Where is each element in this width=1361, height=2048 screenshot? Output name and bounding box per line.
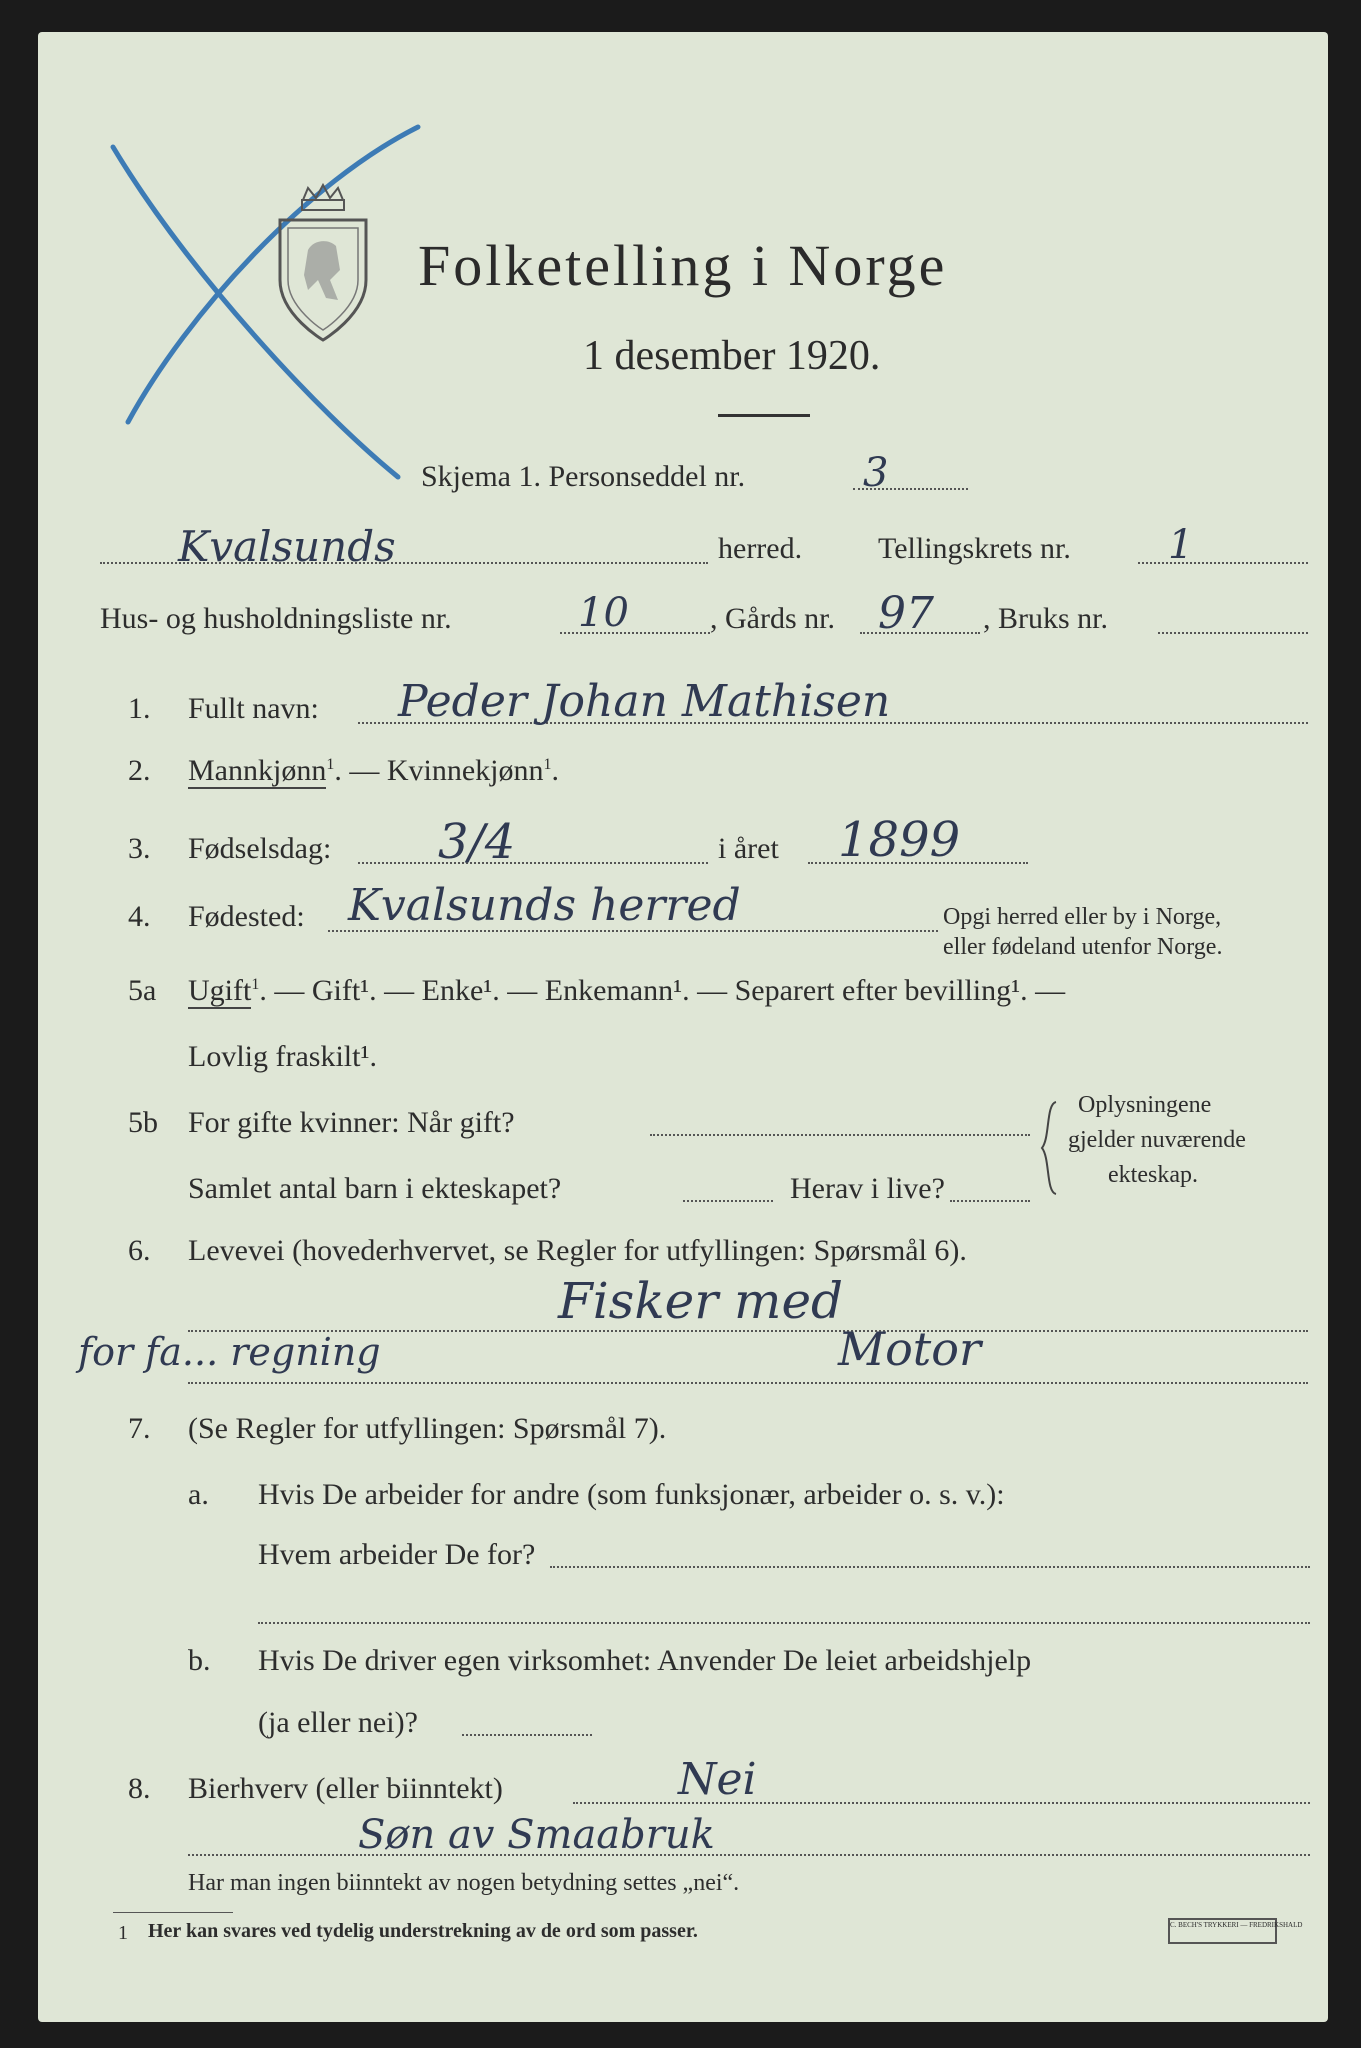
marriage-note-2: gjelder nuværende [1068,1127,1246,1153]
tellingskrets-value: 1 [1168,522,1194,568]
blue-cross-mark [68,92,448,492]
q7a-text: Hvis De arbeider for andre (som funksjonær, arbeider o. s. v.): [258,1478,1005,1511]
liste-label: Hus- og husholdningsliste nr. [100,602,452,635]
footnote-divider [113,1912,233,1913]
q6-label: Levevei (hovederhvervet, se Regler for utfyllingen: Spørsmål 6). [188,1234,967,1267]
birthplace-note-1: Opgi herred eller by i Norge, [943,904,1222,930]
q3-number: 3. [128,832,151,865]
q8-number: 8. [128,1772,151,1805]
marital-ugift[interactable]: Ugift [188,974,252,1007]
q1-number: 1. [128,692,151,725]
full-name-value: Peder Johan Mathisen [398,676,891,727]
married-when-field[interactable] [650,1134,1030,1136]
birthyear-value: 1899 [838,812,961,868]
footnote-mark: 1 [118,1922,128,1944]
q5a-number: 5a [128,974,157,1007]
birthdate-value: 3/4 [438,814,516,870]
occupation-value-1: Fisker med [558,1272,844,1330]
census-date: 1 desember 1920. [583,333,881,379]
birthplace-value: Kvalsunds herred [348,880,741,931]
side-income-note: Har man ingen biinntekt av nogen betydning settes „nei“. [188,1870,740,1896]
occupation-value-2a: for fa... regning [78,1330,381,1374]
q7-number: 7. [128,1412,151,1445]
q7a-letter: a. [188,1478,209,1511]
marriage-note-3: ekteskap. [1108,1162,1198,1188]
bruks-field[interactable] [1158,632,1308,634]
employer-field-1[interactable] [550,1566,1310,1568]
coat-of-arms-icon [268,180,378,350]
q4-label: Fødested: [188,900,305,933]
q8-label: Bierhverv (eller biinntekt) [188,1772,503,1805]
marital-fraskilt[interactable]: Lovlig fraskilt¹. [188,1040,377,1073]
gards-label: , Gårds nr. [710,602,835,635]
birthdate-field[interactable] [358,862,708,864]
occupation-value-2b: Motor [838,1322,981,1376]
children-label: Samlet antal barn i ekteskapet? [188,1172,562,1205]
gards-value: 97 [878,588,934,639]
side-income-value-2: Søn av Smaabruk [358,1812,715,1858]
tellingskrets-label: Tellingskrets nr. [878,532,1071,565]
birthplace-note-2: eller fødeland utenfor Norge. [943,934,1223,960]
marital-status-line: Ugift$^1$. — Gift¹. — Enke¹. — Enkemann¹. — Separert efter bevilling¹. — [188,974,1066,1007]
title-divider [718,414,810,417]
q5b-number: 5b [128,1106,158,1139]
married-when-label: For gifte kvinner: Når gift? [188,1106,515,1139]
schema-label: Skjema 1. Personseddel nr. [421,460,746,493]
employer-field-2[interactable] [258,1622,1310,1624]
page-title: Folketelling i Norge [418,233,948,298]
occupation-field-2[interactable] [188,1382,1308,1384]
bruks-label: , Bruks nr. [983,602,1109,635]
q7b-letter: b. [188,1644,211,1677]
q2-number: 2. [128,754,151,787]
printer-stamp: C. BECH'S TRYKKERI — FREDRIKSHALD [1168,1918,1277,1944]
q7-label: (Se Regler for utfyllingen: Spørsmål 7). [188,1412,667,1445]
q3-label: Fødselsdag: [188,832,332,865]
children-field[interactable] [683,1200,773,1202]
q1-label: Fullt navn: [188,692,319,725]
schema-number-value: 3 [863,450,889,496]
q4-number: 4. [128,900,151,933]
hired-help-field[interactable] [462,1734,592,1736]
brace-icon [1038,1098,1062,1198]
alive-field[interactable] [950,1200,1030,1202]
q7b-text: Hvis De driver egen virksomhet: Anvender De leiet arbeidshjelp [258,1644,1032,1677]
gender-male[interactable]: Mannkjønn [188,754,327,787]
tellingskrets-field[interactable] [1138,562,1308,564]
herred-value: Kvalsunds [178,522,396,571]
alive-label: Herav i live? [790,1172,945,1205]
side-income-field-2[interactable] [188,1854,1310,1856]
gender-female[interactable]: Kvinnekjønn [386,754,544,787]
marriage-note-1: Oplysningene [1078,1092,1212,1118]
side-income-value-1: Nei [678,1754,757,1805]
q7b-question: (ja eller nei)? [258,1706,418,1739]
herred-label: herred. [718,532,803,565]
liste-value: 10 [578,590,629,636]
census-form [38,32,1328,2022]
footnote-text: Her kan svares ved tydelig understrekning av de ord som passer. [148,1920,698,1942]
q6-number: 6. [128,1234,151,1267]
year-label: i året [718,832,779,865]
q7a-who-label: Hvem arbeider De for? [258,1538,536,1571]
gender-line: Mannkjønn$^1$. — Kvinnekjønn$^1$. [188,754,559,787]
